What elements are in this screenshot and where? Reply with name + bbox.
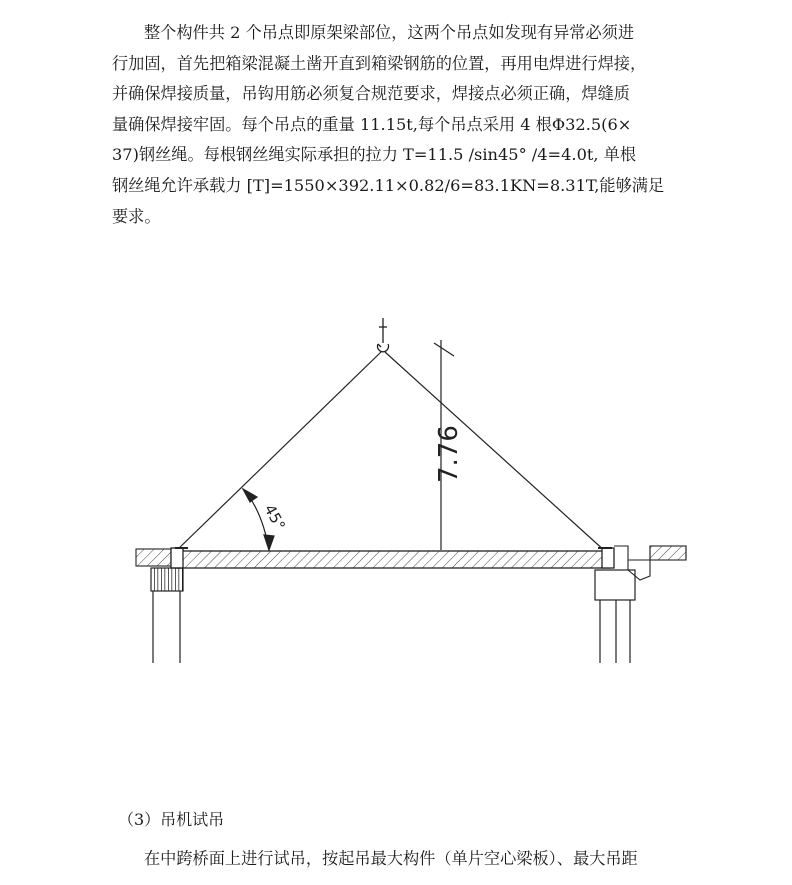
height-dimension-label: 7.76 <box>434 425 464 483</box>
body-paragraph-trial-lift <box>112 844 678 875</box>
box-girder-beam <box>175 551 610 568</box>
paragraph-line: 37)钢丝绳。每根钢丝绳实际承担的拉力 T=11.5 /sin45° /4=4.0t, 单根 <box>112 145 637 165</box>
wire-rope-right <box>385 352 606 552</box>
left-deck-slab <box>136 548 188 568</box>
section-heading: （3）吊机试吊 <box>118 810 225 829</box>
paragraph-line: 并确保焊接质量，吊钩用筋必须复合规范要求，焊接点必须正确，焊缝质 <box>112 84 630 104</box>
paragraph-line: 整个构件共 2 个吊点即原架梁部位，这两个吊点如发现有异常必须进 <box>144 23 635 42</box>
body-paragraph-lifting-points <box>112 18 678 232</box>
paragraph-line: 行加固，首先把箱梁混凝土凿开直到箱梁钢筋的位置，再用电焊进行焊接， <box>112 53 647 73</box>
right-pier <box>595 570 635 663</box>
right-deck-slab <box>598 546 686 580</box>
lifting-diagram <box>0 300 792 680</box>
paragraph-line: 在中跨桥面上进行试吊，按起吊最大构件（单片空心梁板）、最大吊距 <box>144 849 638 868</box>
left-pier <box>151 568 183 663</box>
crane-hook-icon <box>378 318 389 352</box>
paragraph-line: 量确保焊接牢固。每个吊点的重量 11.15t,每个吊点采用 4 根Φ32.5(6× <box>112 114 632 134</box>
paragraph-line: 钢丝绳允许承载力 [T]=1550×392.11×0.82/6=83.1KN=8.31T,能够满足 <box>112 175 665 195</box>
angle-label: 45° <box>260 501 289 534</box>
paragraph-line: 要求。 <box>112 206 161 226</box>
